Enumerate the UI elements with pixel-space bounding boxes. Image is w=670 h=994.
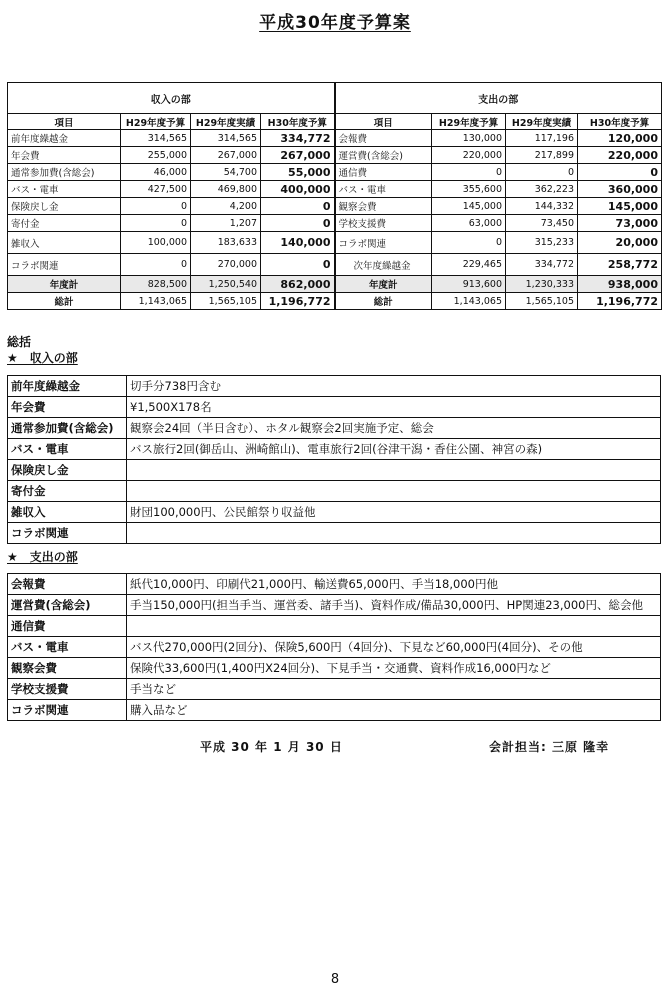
row-label: 年度計 (335, 276, 432, 293)
table-row (8, 147, 662, 164)
amount-cell: 334,772 (506, 254, 578, 276)
note-text: 購入品など (127, 700, 661, 721)
row-label: 年度計 (8, 276, 121, 293)
amount-cell: 63,000 (432, 215, 506, 232)
note-item: バス・電車 (8, 439, 127, 460)
note-item: 通信費 (8, 616, 127, 637)
note-item: コラボ関連 (8, 523, 127, 544)
note-item: 運営費(含総会) (8, 595, 127, 616)
column-header: 項目 (335, 114, 432, 130)
note-text: 手当など (127, 679, 661, 700)
note-row (8, 574, 661, 595)
note-item: 雑収入 (8, 502, 127, 523)
note-text: バス代270,000円(2回分)、保険5,600円（4回分)、下見など60,000円(4回分)、その他 (127, 637, 661, 658)
amount-cell: 0 (261, 254, 335, 276)
note-text: 財団100,000円、公民館祭り収益他 (127, 502, 661, 523)
note-row (8, 679, 661, 700)
amount-cell: 144,332 (506, 198, 578, 215)
note-text (127, 616, 661, 637)
amount-cell: 73,000 (578, 215, 662, 232)
note-text: 切手分738円含む (127, 376, 661, 397)
amount-cell: 314,565 (121, 130, 191, 147)
amount-cell: 913,600 (432, 276, 506, 293)
note-text: 紙代10,000円、印刷代21,000円、輸送費65,000円、手当18,000円他 (127, 574, 661, 595)
amount-cell: 0 (578, 164, 662, 181)
note-row (8, 700, 661, 721)
note-text: 保険代33,600円(1,400円X24回分)、下見手当・交通費、資料作成16,000円など (127, 658, 661, 679)
amount-cell: 4,200 (191, 198, 261, 215)
table-row (8, 215, 662, 232)
note-item: 学校支援費 (8, 679, 127, 700)
note-text: 観察会24回（半日含む）、ホタル観察会2回実施予定、総会 (127, 418, 661, 439)
amount-cell: 100,000 (121, 232, 191, 254)
amount-cell: 1,565,105 (506, 293, 578, 310)
amount-cell: 145,000 (432, 198, 506, 215)
amount-cell: 55,000 (261, 164, 335, 181)
amount-cell: 1,207 (191, 215, 261, 232)
note-row (8, 616, 661, 637)
row-label: 総計 (8, 293, 121, 310)
note-row (8, 397, 661, 418)
note-text: ¥1,500X178名 (127, 397, 661, 418)
row-label: 通常参加費(含総会) (8, 164, 121, 181)
column-header: H30年度予算 (578, 114, 662, 130)
amount-cell: 1,143,065 (432, 293, 506, 310)
amount-cell: 217,899 (506, 147, 578, 164)
row-label: 年会費 (8, 147, 121, 164)
row-label: バス・電車 (8, 181, 121, 198)
amount-cell: 862,000 (261, 276, 335, 293)
note-item: コラボ関連 (8, 700, 127, 721)
note-row (8, 595, 661, 616)
amount-cell: 117,196 (506, 130, 578, 147)
footer-signature: 会計担当: 三原 隆幸 (489, 740, 610, 754)
amount-cell: 73,450 (506, 215, 578, 232)
amount-cell: 0 (432, 164, 506, 181)
amount-cell: 20,000 (578, 232, 662, 254)
row-label: 前年度繰越金 (8, 130, 121, 147)
column-header: H29年度実績 (191, 114, 261, 130)
expense-heading: ★ 支出の部 (7, 550, 78, 564)
income-heading: ★ 収入の部 (7, 351, 78, 365)
note-item: バス・電車 (8, 637, 127, 658)
amount-cell: 0 (121, 254, 191, 276)
amount-cell: 229,465 (432, 254, 506, 276)
income-notes-table (7, 375, 661, 544)
expense-section-title: 支出の部 (335, 83, 662, 114)
amount-cell: 145,000 (578, 198, 662, 215)
column-header: H29年度予算 (432, 114, 506, 130)
amount-cell: 400,000 (261, 181, 335, 198)
note-item: 前年度繰越金 (8, 376, 127, 397)
amount-cell: 427,500 (121, 181, 191, 198)
note-item: 観察会費 (8, 658, 127, 679)
note-text: バス旅行2回(御岳山、洲崎館山)、電車旅行2回(谷津干潟・香住公園、神宮の森) (127, 439, 661, 460)
row-label: 保険戻し金 (8, 198, 121, 215)
amount-cell: 54,700 (191, 164, 261, 181)
row-label: 学校支援費 (335, 215, 432, 232)
amount-cell: 1,143,065 (121, 293, 191, 310)
column-header: 項目 (8, 114, 121, 130)
amount-cell: 938,000 (578, 276, 662, 293)
table-row (8, 181, 662, 198)
expense-notes-table (7, 573, 661, 721)
table-row (8, 293, 662, 310)
note-row (8, 418, 661, 439)
budget-table (7, 82, 662, 310)
row-label: コラボ関連 (335, 232, 432, 254)
amount-cell: 1,230,333 (506, 276, 578, 293)
amount-cell: 469,800 (191, 181, 261, 198)
amount-cell: 0 (506, 164, 578, 181)
note-row (8, 460, 661, 481)
row-label: 次年度繰越金 (335, 254, 432, 276)
amount-cell: 267,000 (191, 147, 261, 164)
amount-cell: 1,250,540 (191, 276, 261, 293)
row-label: 運営費(含総会) (335, 147, 432, 164)
amount-cell: 0 (121, 198, 191, 215)
row-label: 寄付金 (8, 215, 121, 232)
amount-cell: 1,565,105 (191, 293, 261, 310)
amount-cell: 828,500 (121, 276, 191, 293)
page-title: 平成30年度予算案 (259, 13, 411, 33)
amount-cell: 0 (261, 215, 335, 232)
note-item: 会報費 (8, 574, 127, 595)
table-row (8, 254, 662, 276)
table-row (8, 232, 662, 254)
amount-cell: 140,000 (261, 232, 335, 254)
note-row (8, 637, 661, 658)
note-item: 保険戻し金 (8, 460, 127, 481)
note-text (127, 523, 661, 544)
amount-cell: 183,633 (191, 232, 261, 254)
amount-cell: 220,000 (578, 147, 662, 164)
amount-cell: 220,000 (432, 147, 506, 164)
column-header: H29年度予算 (121, 114, 191, 130)
amount-cell: 1,196,772 (578, 293, 662, 310)
amount-cell: 46,000 (121, 164, 191, 181)
amount-cell: 258,772 (578, 254, 662, 276)
note-text: 手当150,000円(担当手当、運営委、諸手当)、資料作成/備品30,000円、HP関連23,000円、総会他 (127, 595, 661, 616)
row-label: 観察会費 (335, 198, 432, 215)
row-label: コラボ関連 (8, 254, 121, 276)
note-item: 寄付金 (8, 481, 127, 502)
note-text (127, 460, 661, 481)
amount-cell: 355,600 (432, 181, 506, 198)
row-label: 会報費 (335, 130, 432, 147)
income-section-title: 収入の部 (8, 83, 335, 114)
table-row (8, 130, 662, 147)
amount-cell: 314,565 (191, 130, 261, 147)
note-text (127, 481, 661, 502)
row-label: 雑収入 (8, 232, 121, 254)
note-item: 年会費 (8, 397, 127, 418)
page-number: 8 (330, 972, 340, 987)
amount-cell: 270,000 (191, 254, 261, 276)
summary-heading: 総括 (7, 335, 32, 349)
amount-cell: 0 (261, 198, 335, 215)
table-row (8, 276, 662, 293)
row-label: 総計 (335, 293, 432, 310)
row-label: 通信費 (335, 164, 432, 181)
note-row (8, 502, 661, 523)
amount-cell: 120,000 (578, 130, 662, 147)
note-row (8, 481, 661, 502)
section-header-row (8, 83, 662, 114)
amount-cell: 267,000 (261, 147, 335, 164)
note-item: 通常参加費(含総会) (8, 418, 127, 439)
amount-cell: 315,233 (506, 232, 578, 254)
note-row (8, 658, 661, 679)
note-row (8, 439, 661, 460)
amount-cell: 0 (432, 232, 506, 254)
footer-date: 平成 30 年 1 月 30 日 (200, 740, 343, 754)
note-row (8, 376, 661, 397)
note-row (8, 523, 661, 544)
column-header-row (8, 114, 662, 130)
column-header: H30年度予算 (261, 114, 335, 130)
row-label: バス・電車 (335, 181, 432, 198)
column-header: H29年度実績 (506, 114, 578, 130)
table-row (8, 198, 662, 215)
amount-cell: 255,000 (121, 147, 191, 164)
amount-cell: 362,223 (506, 181, 578, 198)
table-row (8, 164, 662, 181)
amount-cell: 1,196,772 (261, 293, 335, 310)
amount-cell: 360,000 (578, 181, 662, 198)
amount-cell: 334,772 (261, 130, 335, 147)
amount-cell: 130,000 (432, 130, 506, 147)
amount-cell: 0 (121, 215, 191, 232)
